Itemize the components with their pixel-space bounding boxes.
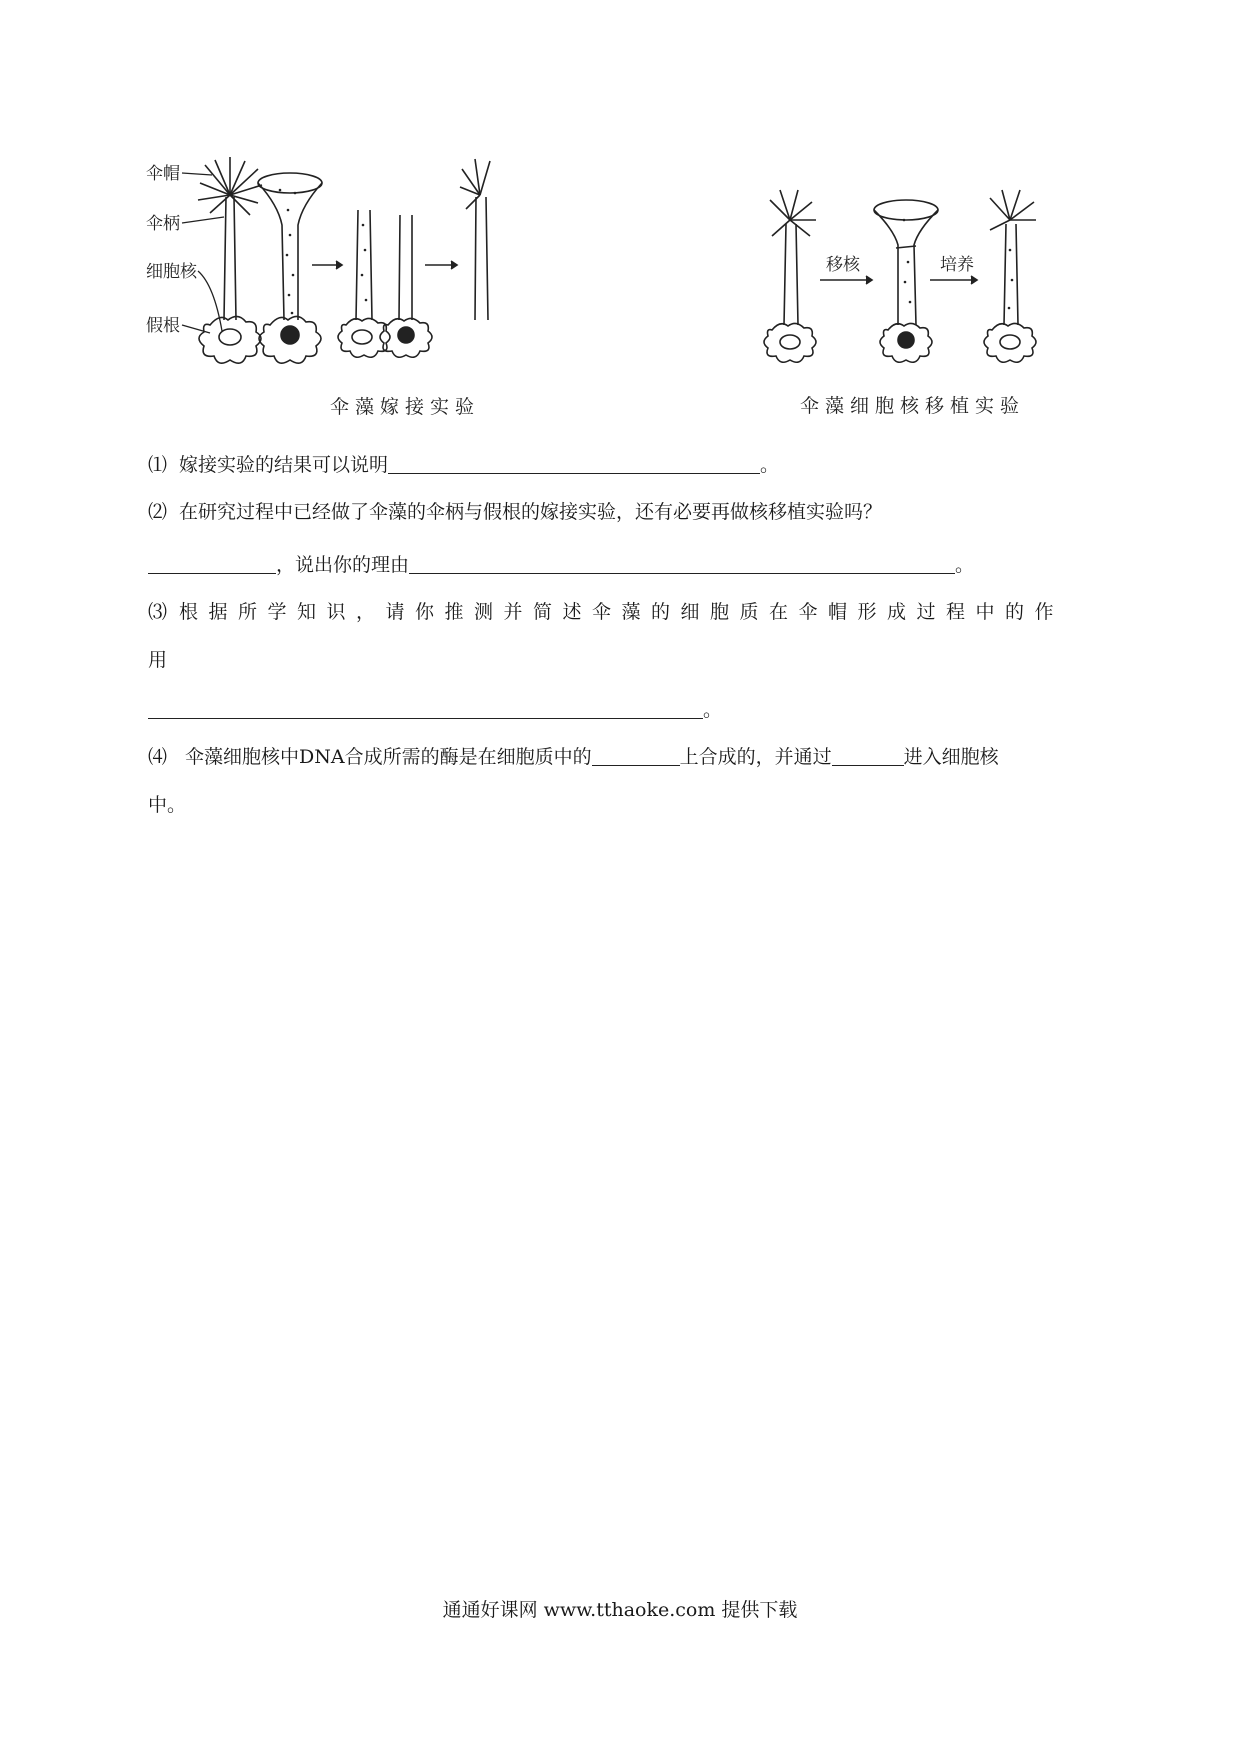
question-4: ⑷ 伞藻细胞核中DNA合成所需的酶是在细胞质中的 上合成的，并通过 进入细胞核 (148, 742, 1098, 772)
answer-blank-4a[interactable] (592, 743, 680, 766)
question-2-answer-line: ，说出你的理由 。 (148, 550, 1098, 580)
label-rhizoid: 假根 (146, 316, 180, 336)
figure-caption-grafting: 伞藻嫁接实验 (330, 396, 481, 418)
question-4-line2: 中。 (148, 794, 187, 816)
label-cap: 伞帽 (146, 164, 180, 184)
label-stalk: 伞柄 (146, 214, 180, 234)
question-3: ⑶ 根据所学知识，请你推测并简述伞藻的细胞质在伞帽形成过程中的作 (148, 601, 1065, 623)
grafting-experiment-figure (146, 155, 490, 425)
question-3-line2: 用 (148, 649, 168, 671)
question-1: ⑴ 嫁接实验的结果可以说明 。 (148, 450, 1098, 480)
plant-1-stalk (224, 197, 236, 320)
figure-caption-transplant: 伞藻细胞核移植实验 (800, 395, 1026, 417)
question-3-answer-line: 。 (148, 695, 1098, 725)
answer-blank-4b[interactable] (832, 743, 904, 766)
label-nucleus: 细胞核 (146, 262, 197, 282)
answer-blank-2a[interactable] (148, 551, 276, 574)
plant-1-umbrella-cap (198, 157, 262, 215)
question-2: ⑵ 在研究过程中已经做了伞藻的伞柄与假根的嫁接实验，还有必要再做核移植实验吗？ (148, 501, 883, 523)
nucleus-transplant-figure (770, 190, 1070, 425)
arrow-label-culture: 培养 (940, 255, 974, 275)
answer-blank-1[interactable] (388, 451, 760, 474)
plant-1-rhizoid (199, 316, 261, 363)
answer-blank-3[interactable] (148, 696, 703, 719)
answer-blank-2b[interactable] (409, 551, 955, 574)
arrow-label-transfer-nucleus: 移核 (826, 255, 860, 275)
page-footer: 通通好课网 www.tthaoke.com 提供下载 (442, 1599, 798, 1621)
